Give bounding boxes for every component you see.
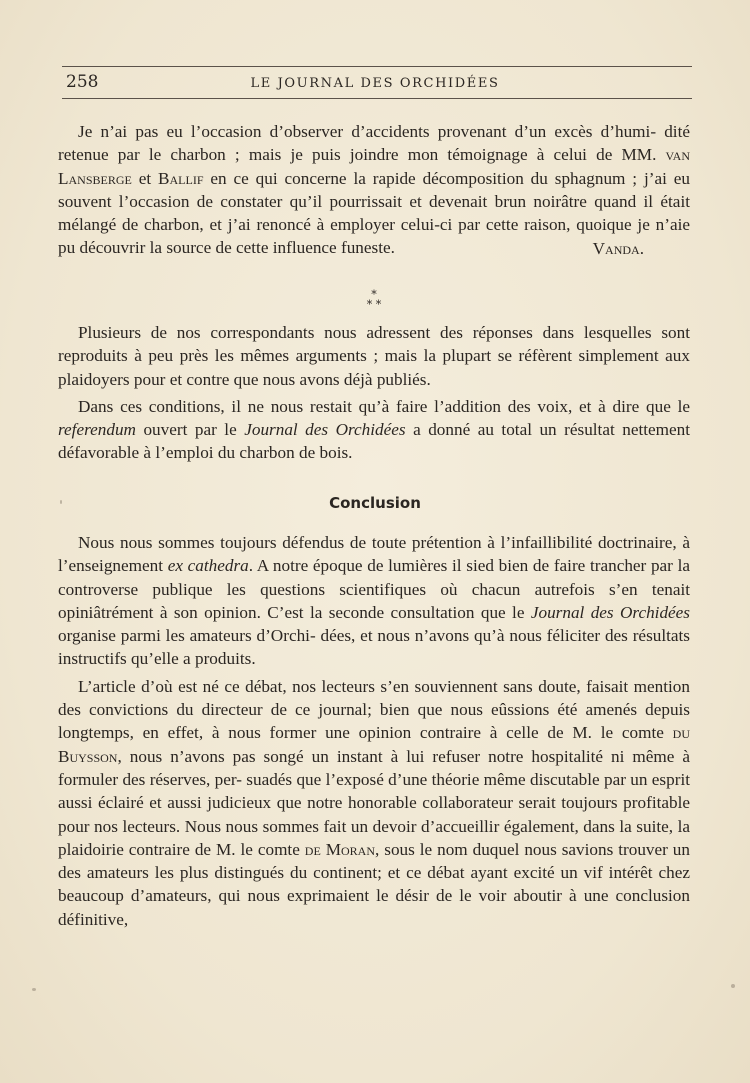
- paragraph-text: Nous nous sommes toujours défendus de toute prétention à l’infaillibilité doctrinaire, à l’enseignement: [58, 533, 690, 576]
- paragraph-text: Dans ces conditions, il ne nous restait qu’à faire l’addition des voix, et à dire que le: [78, 396, 690, 416]
- paper-speck: [60, 500, 62, 504]
- asterism-separator: [356, 290, 392, 318]
- letter-excerpt: [58, 120, 690, 260]
- correspondents-section: [58, 321, 690, 465]
- paper-speck: [731, 984, 735, 988]
- paragraph-text: . A notre époque de lumières il sied bien de faire trancher par la controverse publique les questions scientifiques où chacun autrefois s’en tenait opiniâtrément à son opinion. C’est la seconde consultation que le: [58, 556, 690, 622]
- conjunction-text: et: [131, 168, 159, 188]
- paragraph-text: , sous le nom duquel nous savions trouver un des amateurs les plus distingués du continent; et ce débat ayant excité un vif intérêt chez beaucoup d’amateurs, qui nous exprimaient le désir de le voir aboutir à une conclusion définitive,: [58, 839, 690, 929]
- header-bottom-rule: [62, 98, 692, 99]
- italic-journal-title: Journal des Orchidées: [244, 420, 406, 440]
- paragraph-text: , nous n’avons pas songé un instant à lui refuser notre hospitalité ni même à formuler des réserves, per- suadés que l’exposé d’une théorie même discutable par un esprit aussi éclairé et aussi judicieux que notre honorable collaborateur serait toujours profitable pour nos lecteurs. Nous nous sommes fait un devoir d’accueillir également, dans la suite, la plaidoirie contraire de M. le comte: [58, 746, 690, 859]
- header-top-rule: [62, 66, 692, 67]
- asterism-bottom-stars: * *: [366, 298, 382, 311]
- paragraph-text: ouvert par le: [135, 420, 245, 440]
- asterism-top-star: *: [371, 288, 377, 301]
- paragraph-text: en ce qui concerne la rapide décomposition du sphagnum ; j’ai eu souvent l’occasion de constater qu’il pourrissait et devenait brun noirâtre quand il était mélangé de charbon, et j’ai renoncé à employer celui-ci par cette raison, quoique je n’aie pu découvrir la source de cette influence funeste.: [58, 168, 690, 258]
- page-number: 258: [66, 72, 99, 92]
- honorific-mm: MM.: [621, 145, 666, 165]
- paragraph-correspondents: Plusieurs de nos correspondants nous adressent des réponses dans lesquelles sont reproduits à peu près les mêmes arguments ; mais la plupart se réfèrent simplement aux plaidoyers pour et contre que nous avons déjà publiés.: [58, 323, 690, 389]
- person-name-van-lansberge: van Lansberge: [58, 145, 690, 188]
- paragraph-referendum: [58, 395, 690, 465]
- paragraph-text: organise parmi les amateurs d’Orchi- dées, et nous n’avons qu’à nous féliciter des résultats instructifs qu’elle a produits.: [58, 626, 690, 669]
- paragraph-article-origin: [58, 675, 690, 931]
- signature-vanda: Vanda.: [592, 238, 644, 258]
- paper-speck: [32, 988, 36, 991]
- paragraph-text: L’article d’où est né ce débat, nos lecteurs s’en souviennent sans doute, faisait mention des convictions du directeur de ce journal; bien que nous eûssions été amenés depuis longtemps, en effet, à nous former une opinion contraire à celle de M. le comte: [58, 676, 690, 743]
- paragraph-text: a donné au total un résultat nettement défavorable à l’emploi du charbon de bois.: [58, 420, 690, 463]
- paragraph-text: Je n’ai pas eu l’occasion d’observer d’accidents provenant d’un excès d’humi- dité retenue par le charbon ; mais je puis joindre mon témoignage à celui de: [58, 122, 690, 165]
- conclusion-section: [58, 531, 690, 931]
- person-name-du-buysson: du Buysson: [58, 723, 690, 766]
- italic-journal-title: Journal des Orchidées: [530, 602, 690, 622]
- person-name-de-moran: de Moran: [304, 839, 376, 859]
- running-title: LE JOURNAL DES ORCHIDÉES: [250, 76, 500, 91]
- person-name-ballif: Ballif: [158, 168, 204, 188]
- italic-ex-cathedra: ex cathedra: [167, 556, 249, 576]
- paragraph-infallibility: [58, 531, 690, 671]
- section-heading-conclusion: Conclusion: [329, 494, 421, 512]
- italic-referendum: referendum: [58, 420, 136, 440]
